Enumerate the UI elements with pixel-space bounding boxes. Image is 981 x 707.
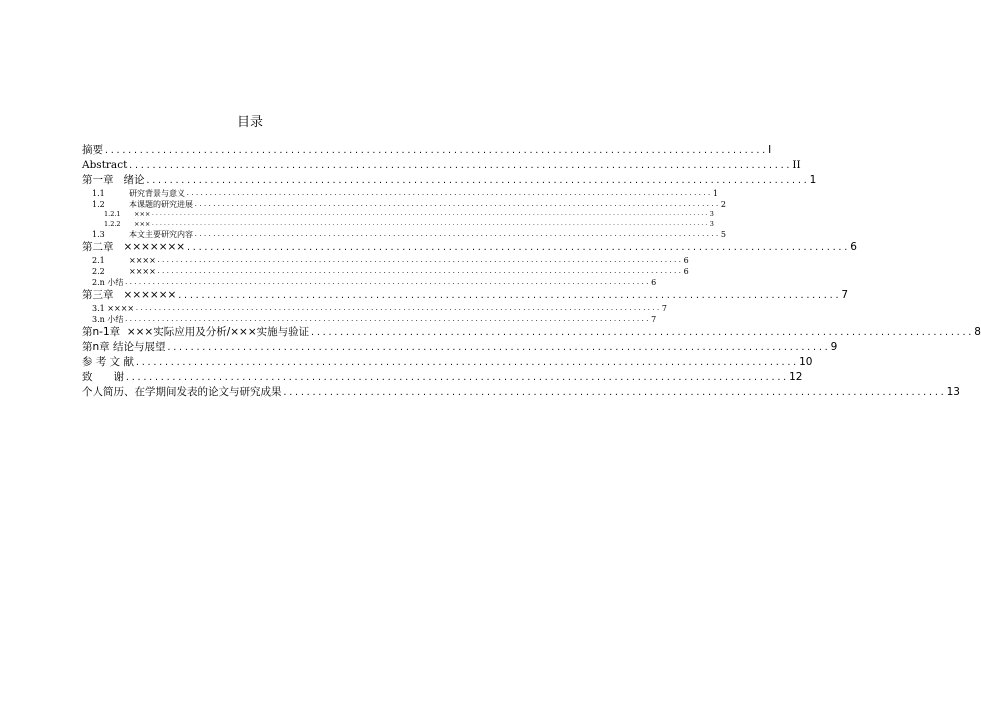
dot-leader: .................................................................................................................. bbox=[128, 161, 792, 170]
toc-page-number: 6 bbox=[683, 267, 689, 276]
dot-leader: ........................................................................................................................................... bbox=[151, 220, 709, 227]
toc-entry-chapter-n[interactable] bbox=[82, 340, 838, 355]
toc-entry-number: 第n章 bbox=[82, 341, 110, 353]
toc-entry-number: 1.2.1 bbox=[104, 210, 121, 218]
toc-entry-text: ××××××× bbox=[123, 241, 186, 253]
toc-entry-number: 第二章 bbox=[82, 241, 114, 253]
dot-leader: .................................................................................................................. bbox=[125, 373, 789, 382]
dot-leader: .................................................................................................................. bbox=[135, 305, 661, 312]
toc-entry-text: ××× bbox=[134, 219, 151, 228]
toc-entry-number: 第n-1章 bbox=[82, 326, 121, 338]
toc-entry-number: 3.n bbox=[92, 315, 105, 324]
toc-page-number: 1 bbox=[809, 174, 817, 186]
toc-entry-2-1[interactable] bbox=[82, 255, 689, 266]
dot-leader: .................................................................................................................. bbox=[135, 358, 799, 367]
dot-leader: .................................................................................................................. bbox=[194, 231, 720, 238]
toc-page-number: 9 bbox=[830, 341, 838, 353]
dot-leader: .................................................................................................................. bbox=[177, 291, 841, 300]
dot-leader: .................................................................................................................. bbox=[145, 176, 809, 185]
table-of-contents bbox=[82, 143, 981, 400]
toc-entry-abstract-cn[interactable] bbox=[82, 143, 772, 158]
dot-leader: .................................................................................................................. bbox=[310, 328, 974, 337]
toc-page-number: 3 bbox=[709, 210, 714, 218]
dot-leader: .................................................................................................................. bbox=[156, 257, 683, 264]
dot-leader: .................................................................................................................. bbox=[186, 190, 712, 197]
toc-entry-1-2-1[interactable] bbox=[82, 210, 714, 220]
dot-leader: .................................................................................................................. bbox=[166, 343, 830, 352]
toc-entry-chapter-2[interactable] bbox=[82, 240, 857, 255]
toc-entry-2-2[interactable] bbox=[82, 266, 689, 277]
toc-entry-text: 研究背景与意义 bbox=[129, 189, 185, 198]
toc-entry-text: ×××× bbox=[129, 256, 156, 265]
toc-entry-number: 1.3 bbox=[92, 230, 105, 239]
toc-entry-number: 2.2 bbox=[92, 267, 105, 276]
dot-leader: .................................................................................................................. bbox=[124, 316, 651, 323]
dot-leader: .................................................................................................................. bbox=[194, 201, 720, 208]
toc-page-number: 3 bbox=[709, 219, 714, 228]
dot-leader: .................................................................................................................. bbox=[186, 243, 850, 252]
toc-page-number: I bbox=[768, 144, 772, 156]
toc-page-number: 12 bbox=[789, 371, 803, 383]
toc-entry-1-2[interactable] bbox=[82, 199, 726, 210]
toc-entry-text: ×××× bbox=[107, 304, 135, 313]
toc-page-number: 6 bbox=[683, 256, 689, 265]
toc-entry-text: ××× bbox=[134, 210, 151, 218]
toc-page-number: 13 bbox=[946, 386, 960, 398]
toc-entry-number: 1.2.2 bbox=[104, 219, 121, 228]
toc-page-number: 10 bbox=[799, 356, 813, 368]
dot-leader: ........................................................................................................................................... bbox=[151, 211, 709, 217]
toc-page-number: II bbox=[792, 159, 801, 171]
toc-entry-text: 小结 bbox=[107, 315, 124, 324]
dot-leader: .................................................................................................................. bbox=[282, 388, 946, 397]
toc-entry-text: Abstract bbox=[82, 159, 128, 171]
toc-page-number: 1 bbox=[712, 189, 718, 198]
toc-entry-number: 第一章 bbox=[82, 174, 114, 186]
toc-page-number: 7 bbox=[651, 315, 657, 324]
toc-entry-number: 1.2 bbox=[92, 200, 105, 209]
toc-entry-references[interactable] bbox=[82, 355, 813, 370]
toc-entry-number: 1.1 bbox=[92, 189, 105, 198]
toc-entry-text: 摘要 bbox=[82, 144, 103, 156]
toc-entry-text: ×××× bbox=[129, 267, 156, 276]
toc-entry-number: 2.n bbox=[92, 278, 105, 287]
toc-entry-1-1[interactable] bbox=[82, 188, 718, 199]
toc-page-number: 5 bbox=[720, 230, 726, 239]
toc-entry-resume[interactable] bbox=[82, 385, 960, 400]
dot-leader: .................................................................................................................. bbox=[156, 268, 683, 275]
dot-leader: .................................................................................................................. bbox=[104, 146, 768, 155]
toc-entry-text: 结论与展望 bbox=[113, 341, 166, 353]
toc-entry-text: ×××××× bbox=[123, 289, 177, 301]
toc-entry-abstract-en[interactable] bbox=[82, 158, 801, 173]
toc-entry-number: 3.1 bbox=[92, 304, 105, 313]
toc-page-number: 7 bbox=[841, 289, 849, 301]
toc-entry-chapter-n-1[interactable] bbox=[82, 325, 981, 340]
toc-entry-2-n[interactable] bbox=[82, 277, 657, 288]
toc-entry-text: 参 考 文 献 bbox=[82, 356, 135, 368]
toc-entry-3-1[interactable] bbox=[82, 303, 667, 314]
toc-entry-text: 小结 bbox=[107, 278, 124, 287]
toc-entry-acknowledgements[interactable] bbox=[82, 370, 803, 385]
toc-entry-chapter-1[interactable] bbox=[82, 173, 817, 188]
toc-entry-1-3[interactable] bbox=[82, 229, 726, 240]
toc-entry-chapter-3[interactable] bbox=[82, 288, 849, 303]
toc-entry-text: ×××实际应用及分析/×××实施与验证 bbox=[126, 326, 310, 338]
toc-title: 目录 bbox=[236, 115, 263, 130]
toc-entry-text: 本课题的研究进展 bbox=[129, 200, 193, 209]
toc-entry-3-n[interactable] bbox=[82, 314, 657, 325]
toc-page-number: 7 bbox=[661, 304, 667, 313]
toc-page-number: 2 bbox=[720, 200, 726, 209]
toc-page-number: 6 bbox=[651, 278, 657, 287]
toc-page-number: 8 bbox=[974, 326, 981, 338]
toc-entry-text: 致 谢 bbox=[82, 371, 124, 383]
toc-entry-number: 第三章 bbox=[82, 289, 114, 301]
toc-entry-number: 2.1 bbox=[92, 256, 105, 265]
toc-entry-text: 绪论 bbox=[123, 174, 145, 186]
toc-page-number: 6 bbox=[850, 241, 857, 253]
dot-leader: .................................................................................................................. bbox=[124, 279, 651, 286]
toc-entry-1-2-2[interactable] bbox=[82, 219, 714, 230]
toc-entry-text: 个人简历、在学期间发表的论文与研究成果 bbox=[82, 386, 282, 398]
toc-entry-text: 本文主要研究内容 bbox=[129, 230, 193, 239]
